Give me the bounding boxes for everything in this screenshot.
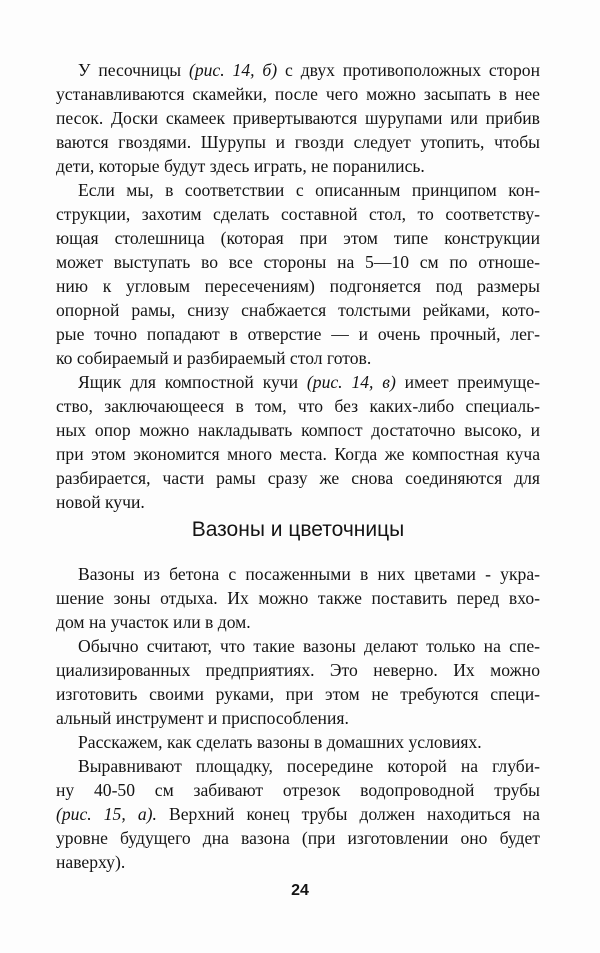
text-run: шение зоны отдыха. Их можно также поставить перед вхо-: [56, 588, 540, 608]
text-run: песок. Доски скамеек привертываются шурупами или прибив: [56, 108, 540, 128]
text-line: [56, 682, 540, 706]
text-run: устанавливаются скамейки, после чего можно засыпать в нее: [56, 84, 540, 104]
paragraph: [56, 730, 540, 754]
text-run: наверху).: [56, 852, 126, 872]
text-line: [56, 466, 540, 490]
text-run: с двух противоположных сторон: [277, 60, 540, 80]
text-line: [56, 298, 540, 322]
paragraph: [56, 562, 540, 634]
text-line: [56, 106, 540, 130]
text-run: Верхний конец трубы должен находиться на: [156, 804, 540, 824]
text-run: дети, которые будут здесь играть, не поранились.: [56, 156, 425, 176]
text-run: альный инструмент и приспособления.: [56, 708, 349, 728]
text-run: Вазоны из бетона с посаженными в них цветами - укра-: [78, 564, 540, 584]
section-heading: Вазоны и цветочницы: [191, 518, 405, 541]
text-line: [56, 130, 540, 154]
text-line: [56, 490, 540, 514]
text-block-top: [56, 58, 540, 514]
paragraph: [56, 754, 540, 874]
figure-reference: (рис. 14, в): [306, 372, 396, 392]
text-run: разбирается, части рамы сразу же снова соединяются для: [56, 468, 540, 488]
text-run: нию к угловым пересечениям) подгоняется под размеры: [56, 276, 540, 296]
text-line: [56, 802, 540, 826]
text-run: ну 40-50 см забивают отрезок водопроводной трубы: [56, 780, 540, 800]
text-run: ство, заключающееся в том, что без каких-либо специаль-: [56, 396, 540, 416]
figure-reference: (рис. 14, б): [188, 60, 278, 80]
text-line: [56, 202, 540, 226]
text-line: [56, 226, 540, 250]
text-run: Расскажем, как сделать вазоны в домашних условиях.: [78, 732, 482, 752]
text-run: циализированных предприятиях. Это неверно. Их можно: [56, 660, 540, 680]
text-run: уровне будущего дна вазона (при изготовлении оно будет: [56, 828, 540, 848]
text-run: Ящик для компостной кучи: [78, 372, 307, 392]
text-line: [56, 346, 540, 370]
text-run: рые точно попадают в отверстие — и очень прочный, лег-: [56, 324, 540, 344]
paragraph: [56, 370, 540, 514]
text-line: [56, 610, 540, 634]
text-run: изготовить своими руками, при этом не требуются специ-: [56, 684, 540, 704]
text-run: может выступать во все стороны на 5—10 см по отноше-: [56, 252, 540, 272]
text-line: [56, 778, 540, 802]
text-line: [56, 754, 540, 778]
text-run: Выравнивают площадку, посередине которой на глуби-: [78, 756, 540, 776]
text-run: дом на участок или в дом.: [56, 612, 251, 632]
text-line: [56, 706, 540, 730]
text-run: Если мы, в соответствии с описанным принципом кон-: [78, 180, 540, 200]
text-line: [56, 442, 540, 466]
text-line: [56, 394, 540, 418]
text-run: У песочницы: [78, 60, 189, 80]
text-line: [56, 178, 540, 202]
text-block-bottom: [56, 562, 540, 874]
text-run: Обычно считают, что такие вазоны делают только на спе-: [78, 636, 540, 656]
text-run: ваются гвоздями. Шурупы и гвозди следует утопить, чтобы: [56, 132, 540, 152]
paragraph: [56, 634, 540, 730]
text-line: [56, 826, 540, 850]
text-run: ко собираемый и разбираемый стол готов.: [56, 348, 372, 368]
text-run: ющая столешница (которая при этом типе конструкции: [56, 228, 540, 248]
text-line: [56, 82, 540, 106]
page-number: 24: [291, 882, 309, 899]
text-line: [56, 370, 540, 394]
text-line: [56, 154, 540, 178]
text-line: [56, 586, 540, 610]
text-line: [56, 634, 540, 658]
text-run: имеет преимуще-: [395, 372, 540, 392]
text-line: [56, 850, 540, 874]
paragraph: [56, 58, 540, 178]
figure-reference: (рис. 15, а).: [56, 804, 157, 824]
text-line: [56, 658, 540, 682]
paragraph: [56, 178, 540, 370]
text-run: струкции, захотим сделать составной стол, то соответству-: [56, 204, 540, 224]
text-line: [56, 562, 540, 586]
text-line: [56, 322, 540, 346]
text-line: [56, 418, 540, 442]
text-line: [56, 58, 540, 82]
text-line: [56, 274, 540, 298]
text-run: при этом экономится много места. Когда же компостная куча: [56, 444, 540, 464]
text-run: новой кучи.: [56, 492, 145, 512]
text-line: [56, 250, 540, 274]
text-run: опорной рамы, снизу снабжается толстыми рейками, кото-: [56, 300, 540, 320]
text-run: ных опор можно накладывать компост достаточно высоко, и: [56, 420, 540, 440]
text-line: [56, 730, 540, 754]
